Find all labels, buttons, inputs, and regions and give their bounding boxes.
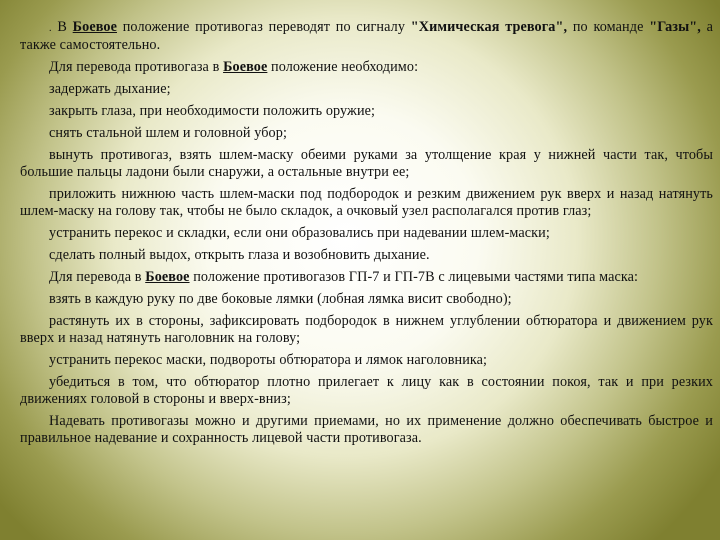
text-run: по команде [567, 19, 650, 35]
keyword-boevoe: Боевое [145, 269, 190, 285]
signal-chemical-alarm: "Химическая тревога", [410, 19, 568, 35]
step-remove-helmet: снять стальной шлем и головной убор; [49, 125, 287, 141]
text-run: В [51, 19, 73, 35]
text-run: а также самостоятельно. [20, 19, 714, 53]
lead-dot: . [49, 23, 52, 34]
step-hold-breath: задержать дыхание; [49, 81, 171, 97]
text-run: положение противогаз переводят по сигналу [117, 19, 411, 35]
step-take-out-mask: вынуть противогаз, взять шлем-маску обеими руками за утолщение края у нижней части так, чтобы большие пальцы ладони были снаружи, а остальные внутри ее; [20, 147, 713, 180]
step-put-on-mask: приложить нижнюю часть шлем-маски под подбородок и резким движением рук вверх и назад натянуть шлем-маску на голову так, чтобы не было складок, а очковый узел располагался против глаз; [20, 186, 713, 219]
paragraph-gp7-intro [20, 269, 713, 286]
step-exhale: сделать полный выдох, открыть глаза и возобновить дыхание. [49, 247, 430, 263]
paragraph-other-methods: Надевать противогазы можно и другими приемами, но их применение должно обеспечивать быстрое и правильное надевание и сохранность лицевой части противогаза. [20, 413, 713, 446]
step-fix-mask-skew: устранить перекос маски, подвороты обтюратора и лямок наголовника; [49, 352, 488, 368]
step-take-straps: взять в каждую руку по две боковые лямки (лобная лямка висит свободно); [49, 291, 512, 307]
paragraph-transfer-intro [20, 59, 713, 76]
text-run: Для перевода в [49, 269, 146, 285]
step-close-eyes: закрыть глаза, при необходимости положить оружие; [49, 103, 376, 119]
slide-text-body [20, 19, 713, 452]
keyword-boevoe: Боевое [223, 59, 268, 75]
text-run: положение необходимо: [267, 59, 419, 75]
step-stretch-straps: растянуть их в стороны, зафиксировать подбородок в нижнем углублении обтюратора и движением рук вверх и назад натянуть наголовник на голову; [20, 313, 713, 346]
paragraph-intro [20, 19, 713, 54]
keyword-boevoe: Боевое [72, 19, 117, 35]
signal-gases: "Газы", [649, 19, 701, 35]
step-check-seal: убедиться в том, что обтюратор плотно прилегает к лицу как в состоянии покоя, так и при резких движениях головой в стороны и вверх-вниз; [20, 374, 713, 407]
step-fix-skew: устранить перекос и складки, если они образовались при надевании шлем-маски; [49, 225, 550, 241]
text-run: Для перевода противогаза в [49, 59, 224, 75]
text-run: положение противогазов ГП-7 и ГП-7В с лицевыми частями типа маска: [189, 269, 639, 285]
